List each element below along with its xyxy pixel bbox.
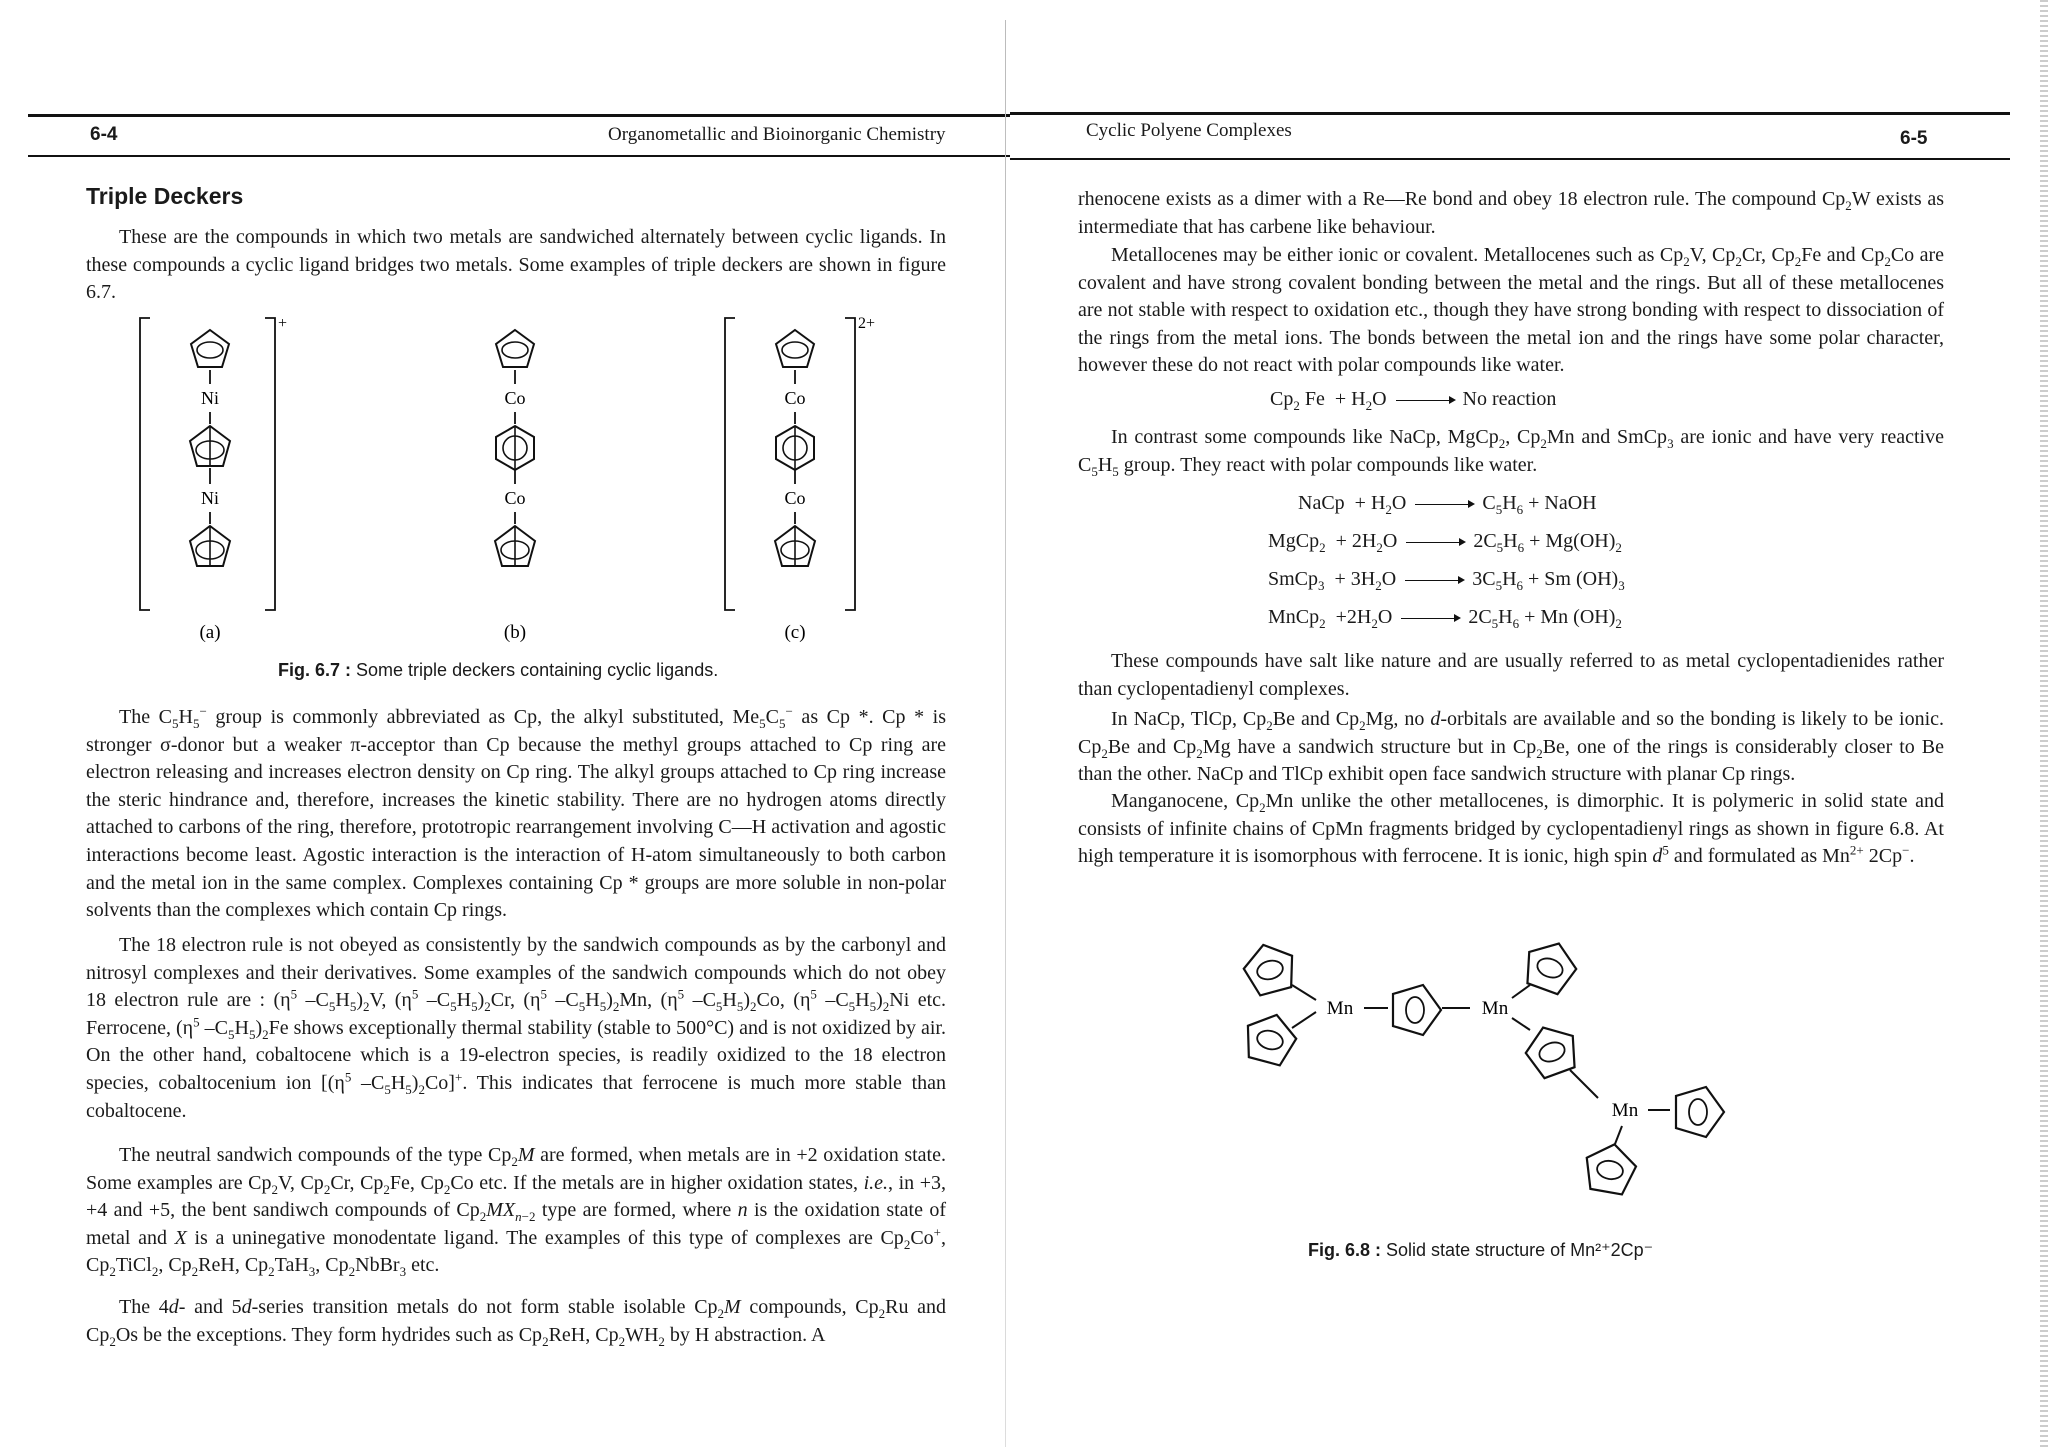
structure-b [495,330,535,643]
heavy-metal-paragraph: The 4d- and 5d-series transition metals do not form stable isolable $Cp_2M$ compounds, $Cp_2Ru$ and $Cp_2Os$ be the exceptions. They form hydrides such as $Cp_2ReH$, $Cp_2WH_2$ by H abstraction. A [86,1296,946,1349]
equation-smcp3: SmCp$_3$ + $3H_2O$ $3C_5H_6 + Sm$ $(OH)_3$ [1268,568,1625,593]
left-page [0,0,1010,1447]
metal-label: Co [504,388,526,408]
page-number: 6-4 [90,124,118,145]
bracket-left [725,318,735,610]
bracket-left [140,318,150,610]
structure-a [140,315,287,643]
figure-6-7 [130,308,890,648]
equation-mncp2: MnCp$_2$ $+2H_2O$ $2C_5H_6 + Mn$ $(OH)_2$ [1268,606,1622,631]
running-head: Organometallic and Bioinorganic Chemistry [608,124,946,145]
structure-c [725,315,875,643]
bracket-right [845,318,855,610]
equation-cp2fe: $Cp_2$ $Fe + H_2O$ No reaction [1270,388,1557,413]
polymer-chain [1239,935,1724,1196]
structure-label: (c) [784,622,806,643]
metal-label: Ni [201,488,219,508]
figure-6-8-caption: Fig. 6.8 : Solid state structure of Mn²⁺2Cp⁻ [1308,1240,1654,1260]
header-rule-top [28,114,1010,117]
manganocene-paragraph: Manganocene, $Cp_2Mn$ unlike the other metallocenes, is dimorphic. It is polymeric in solid state and consists of infinite chains of CpMn fragments bridged by cyclopentadienyl rings as shown in figure 6.8. At high temperature it is isomorphous with ferrocene. It is ionic, high spin $d^5$ and formulated as $Mn^{2+}$ 2Cp−. [1078,790,1944,868]
page-number: 6-5 [1900,128,1928,149]
book-spine [1005,20,1006,1447]
charge-label: 2+ [858,315,876,332]
page-edge [2040,0,2048,1447]
equation-nacp: NaCp + $H_2O$ $C_5H_6$ + NaOH [1298,492,1597,517]
metallocene-paragraph: Metallocenes may be either ionic or covalent. Metallocenes such as $Cp_2V$, $Cp_2Cr$, $Cp_2Fe$ and $Cp_2Co$ are covalent and have strong covalent bonding between the metal and the rings. But all of these metallocenes are not stable with respect to oxidation etc., though they have strong bonding with respect to dissociation of the rings from the metal ions. The bonds between the metal ion and the rings have some polar character, however these do not react with polar compounds like water. [1078,244,1945,377]
header-rule-bottom [1010,158,2010,160]
metal-label: Co [784,488,806,508]
metal-label: Mn [1481,998,1509,1019]
header-rule-bottom [28,155,1010,157]
running-head: Cyclic Polyene Complexes [1086,120,1292,141]
rhenocene-paragraph: rhenocene exists as a dimer with a Re—Re bond and obey 18 electron rule. The compound $Cp_2W$ exists as intermediate that has carbene like behaviour. [1078,188,1944,238]
salt-like-paragraph: These compounds have salt like nature and are usually referred to as metal cyclopentadienides rather than cyclopentadienyl complexes. [1078,650,1944,700]
metal-label: Ni [201,388,219,408]
bracket-right [265,318,275,610]
structure-label: (a) [199,622,221,643]
nacp-bonding-paragraph: In NaCp, TlCp, $Cp_2Be$ and $Cp_2Mg$, no d-orbitals are available and so the bonding is likely to be ionic. $Cp_2Be$ and $Cp_2Mg$ have a sandwich structure but in $Cp_2Be$, one of the rings is considerably closer to Be than the other. NaCp and TlCp exhibit open face sandwich structure with planar Cp rings. [1078,708,1945,786]
header-rule-top [1010,112,2010,115]
charge-label: + [278,315,288,332]
ionic-paragraph: In contrast some compounds like NaCp, MgCp$_2$, $Cp_2Mn$ and SmCp$_3$ are ionic and have very reactive $C_5H_5$ group. They react with polar compounds like water. [1078,426,1944,479]
cp-paragraph: The $C_5H_5^-$ group is commonly abbreviated as Cp, the alkyl substituted, $Me_5C_5^-$ as Cp *. Cp * is stronger σ-donor but a weaker π-acceptor than Cp because the methyl groups attached to Cp ring are electron releasing and increases electron density on Cp ring. The alkyl groups attached to Cp ring increase the steric hindrance and, therefore, increases the kinetic stability. There are no hydrogen atoms directly attached to carbons of the ring, therefore, prototropic rearrangement involving C—H activation and agostic interactions become least. Agostic interaction is the interaction of H-atom simultaneously to both carbon and the metal ion in the same complex. Complexes containing Cp * groups are more soluble in non-polar solvents than the complexes which contain Cp rings. [86,703,946,922]
structure-label: (b) [503,622,527,643]
equation-mgcp2: MgCp$_2$ + $2H_2O$ $2C_5H_6 + Mg(OH)_2$ [1268,530,1622,555]
neutral-sandwich-paragraph: The neutral sandwich compounds of the type $Cp_2M$ are formed, when metals are in +2 oxidation state. Some examples are $Cp_2V$, $Cp_2Cr$, $Cp_2Fe$, $Cp_2Co$ etc. If the metals are in higher oxidation states, i.e., in +3, +4 and +5, the bent sandiwch compounds of $Cp_2MX_{n-2}$ type are formed, where n is the oxidation state of metal and X is a uninegative monodentate ligand. The examples of this type of complexes are $Cp_2Co^+$, $Cp_2TiCl_2$, $Cp_2ReH$, $Cp_2TaH_3$, $Cp_2NbBr_3$ etc. [86,1144,947,1280]
metal-label: Co [504,488,526,508]
metal-label: Mn [1611,1100,1639,1121]
figure-6-7-caption: Fig. 6.7 : Some triple deckers containing cyclic ligands. [278,660,719,680]
right-page [1010,0,2048,1447]
intro-paragraph: These are the compounds in which two metals are sandwiched alternately between cyclic ligands. In these compounds a cyclic ligand bridges two metals. Some examples of triple deckers are shown in figure 6.7. [86,226,946,304]
section-heading: Triple Deckers [86,183,244,209]
eighteen-electron-paragraph: The 18 electron rule is not obeyed as consistently by the sandwich compounds as by the carbonyl and nitrosyl complexes and their derivatives. Some examples of the sandwich compounds which do not obey 18 electron rule are : ($\eta^5$ $-C_5H_5)_2V$, ($\eta^5$ $-C_5H_5)_2Cr$, ($\eta^5$ $-C_5H_5)_2Mn$, ($\eta^5$ $-C_5H_5)_2Co$, ($\eta^5$ $-C_5H_5)_2Ni$ etc. Ferrocene, ($\eta^5$ $-C_5H_5)_2Fe$ shows exceptionally thermal stability (stable to 500°C) and is not oxidized by air. On the other hand, cobaltocene which is a 19-electron species, is readily oxidized to the 18 electron species, cobaltocenium ion [($\eta^5$ $-C_5H_5)_2Co]^+$. This indicates that ferrocene is much more stable than cobaltocene. [86,934,947,1122]
metal-label: Mn [1326,998,1354,1019]
metal-label: Co [784,388,806,408]
figure-6-8 [1230,930,1790,1230]
